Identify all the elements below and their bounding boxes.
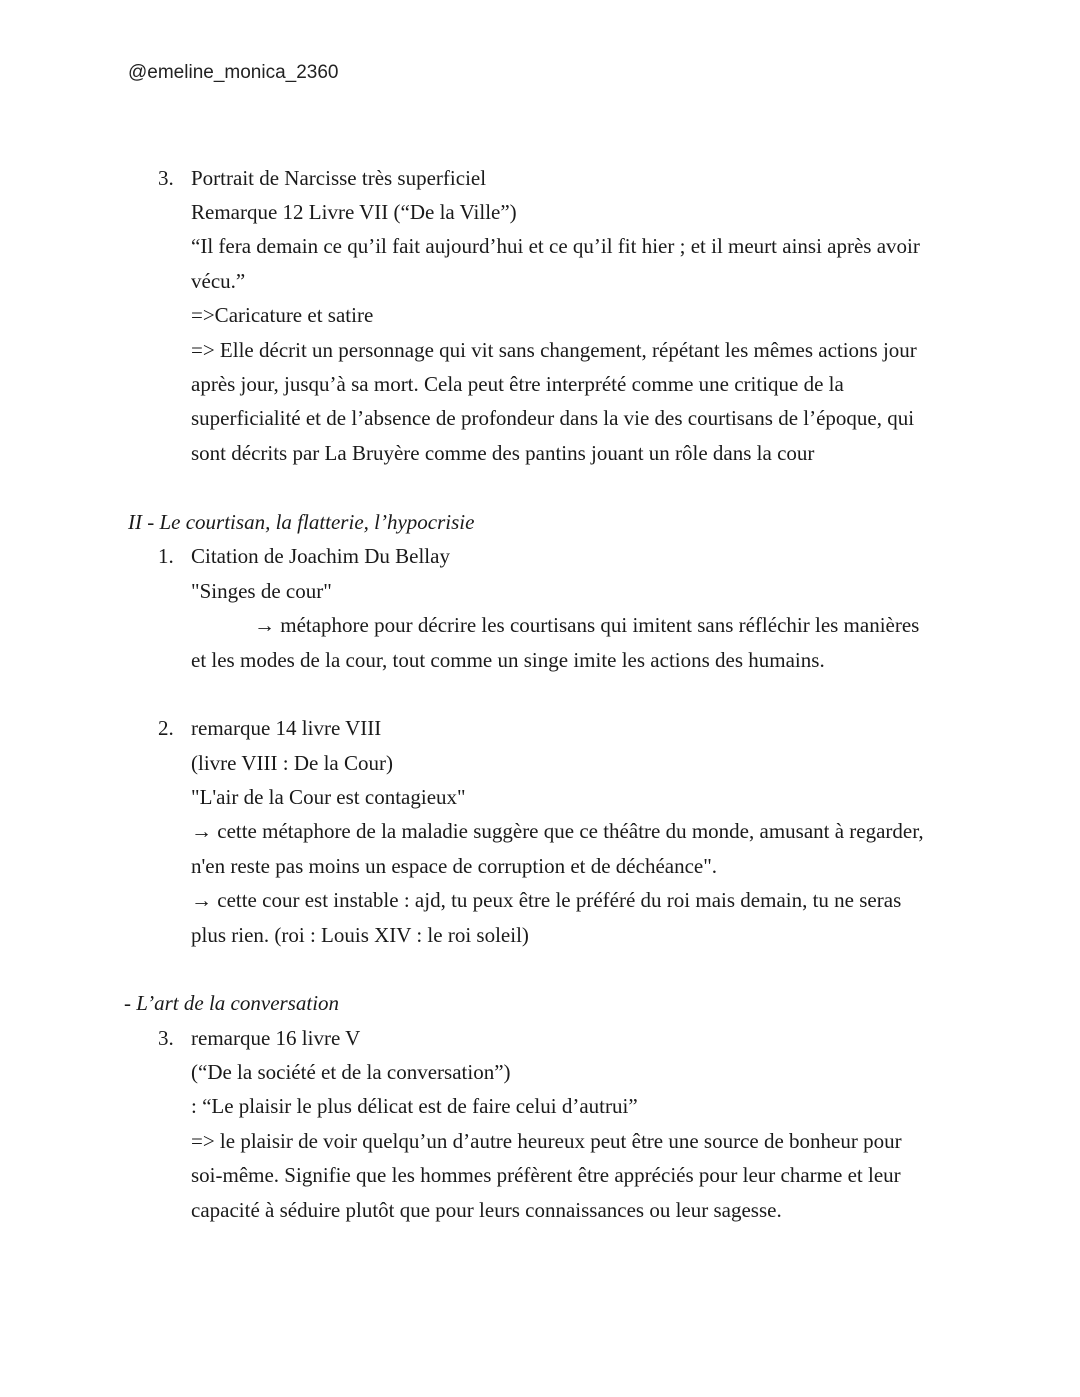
- analysis-line: et les modes de la cour, tout comme un singe imite les actions des humains.: [191, 648, 825, 672]
- list-number: 3.: [158, 166, 174, 190]
- note-line: =>Caricature et satire: [191, 303, 374, 327]
- quote-line: : “Le plaisir le plus délicat est de faire celui d’autrui”: [191, 1094, 638, 1118]
- item-reference: Remarque 12 Livre VII (“De la Ville”): [191, 200, 517, 224]
- analysis-line: après jour, jusqu’à sa mort. Cela peut être interprété comme une critique de la: [191, 372, 844, 396]
- item-title: Citation de Joachim Du Bellay: [191, 544, 450, 568]
- author-watermark: @emeline_monica_2360: [128, 62, 339, 83]
- item-reference: (livre VIII : De la Cour): [191, 751, 393, 775]
- section-heading: - L’art de la conversation: [124, 991, 340, 1015]
- analysis-line: → métaphore pour décrire les courtisans qui imitent sans réfléchir les manières: [254, 613, 920, 637]
- analysis-line: sont décrits par La Bruyère comme des pantins jouant un rôle dans la cour: [191, 441, 815, 465]
- analysis-line: n'en reste pas moins un espace de corruption et de déchéance".: [191, 854, 718, 878]
- quote-line: "L'air de la Cour est contagieux": [191, 785, 466, 809]
- list-number: 1.: [158, 544, 174, 568]
- quote-line: vécu.”: [191, 269, 246, 293]
- item-title: Portrait de Narcisse très superficiel: [191, 166, 487, 190]
- analysis-line: → cette métaphore de la maladie suggère que ce théâtre du monde, amusant à regarder,: [191, 819, 924, 843]
- quote-line: “Il fera demain ce qu’il fait aujourd’hui et ce qu’il fit hier ; et il meurt ainsi après avoir: [191, 234, 920, 258]
- analysis-line: => Elle décrit un personnage qui vit sans changement, répétant les mêmes actions jour: [191, 338, 917, 362]
- list-number: 2.: [158, 716, 174, 740]
- list-number: 3.: [158, 1026, 174, 1050]
- item-reference: (“De la société et de la conversation”): [191, 1060, 511, 1084]
- section-heading: II - Le courtisan, la flatterie, l’hypocrisie: [128, 510, 475, 534]
- item-title: remarque 16 livre V: [191, 1026, 361, 1050]
- analysis-line: superficialité et de l’absence de profondeur dans la vie des courtisans de l’époque, qui: [191, 406, 915, 430]
- analysis-line: → cette cour est instable : ajd, tu peux être le préféré du roi mais demain, tu ne seras: [191, 888, 902, 912]
- analysis-line: capacité à séduire plutôt que pour leurs connaissances ou leur sagesse.: [191, 1198, 782, 1222]
- item-title: remarque 14 livre VIII: [191, 716, 382, 740]
- analysis-line: soi-même. Signifie que les hommes préfèrent être appréciés pour leur charme et leur: [191, 1163, 901, 1187]
- analysis-line: plus rien. (roi : Louis XIV : le roi soleil): [191, 923, 529, 947]
- quote-line: "Singes de cour": [191, 579, 332, 603]
- analysis-line: => le plaisir de voir quelqu’un d’autre heureux peut être une source de bonheur pour: [191, 1129, 902, 1153]
